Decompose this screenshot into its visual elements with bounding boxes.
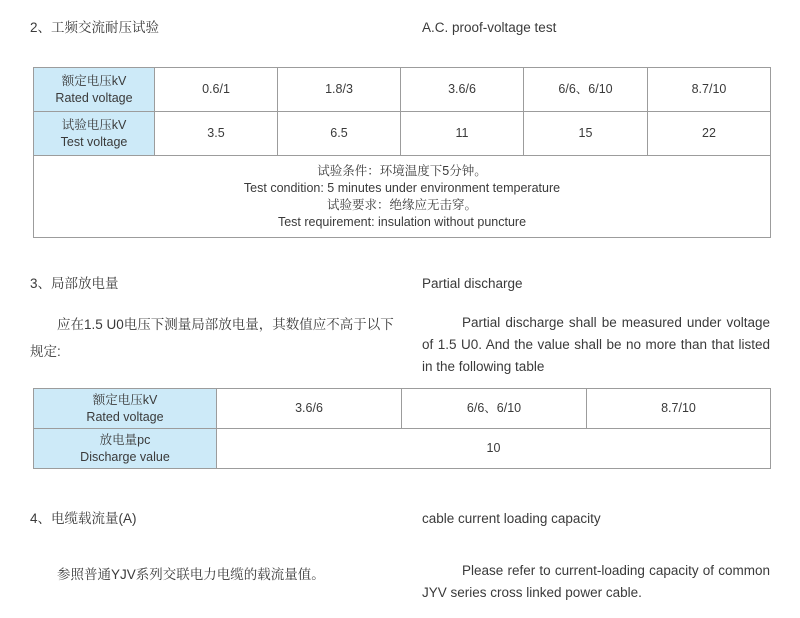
- section2-heading-cn: 2、工频交流耐压试验: [30, 20, 160, 35]
- test-condition-en: Test condition: 5 minutes under environment temperature: [243, 180, 561, 195]
- rated-voltage-row: [34, 68, 771, 112]
- test-voltage-value: 3.5: [155, 112, 278, 156]
- partial-discharge-table: [33, 388, 771, 469]
- rated-voltage-value: 8.7/10: [648, 68, 771, 112]
- rated-voltage-value: 1.8/3: [278, 68, 401, 112]
- test-voltage-label-cell: [34, 112, 155, 156]
- rated-voltage-label-cn: 额定电压kV: [61, 73, 127, 88]
- test-voltage-value: 6.5: [278, 112, 401, 156]
- test-requirement-en: Test requirement: insulation without puncture: [277, 214, 527, 229]
- rated-voltage-label-cell: [34, 68, 155, 112]
- section3-heading-en: Partial discharge: [422, 276, 523, 291]
- test-voltage-value: 11: [401, 112, 524, 156]
- rated-voltage-label-en: Rated voltage: [86, 409, 164, 424]
- ac-proof-voltage-table: [33, 67, 771, 238]
- test-voltage-row: [34, 112, 771, 156]
- discharge-value-label-cell: [34, 429, 217, 469]
- test-condition-cn: 试验条件：环境温度下5分钟。: [317, 163, 487, 178]
- partial-discharge-paragraph-en: Partial discharge shall be measured under voltage of 1.5 U0. And the value shall be no more than that listed in the following table: [422, 315, 770, 374]
- loading-capacity-paragraph-cn: 参照普通YJV系列交联电力电缆的载流量值。: [57, 567, 325, 582]
- section3-heading-cn: 3、局部放电量: [30, 276, 119, 291]
- discharge-value-label-cn: 放电量pc: [99, 432, 151, 447]
- section2-heading-en: A.C. proof-voltage test: [422, 20, 557, 35]
- discharge-value-label-en: Discharge value: [80, 449, 170, 464]
- rated-voltage-label-cn: 额定电压kV: [92, 392, 158, 407]
- rated-voltage-value: 0.6/1: [155, 68, 278, 112]
- test-requirement-cn: 试验要求：绝缘应无击穿。: [326, 197, 477, 212]
- discharge-value-row: [34, 429, 771, 469]
- rated-voltage-label-cell: [34, 389, 217, 429]
- rated-voltage-label-en: Rated voltage: [55, 90, 133, 105]
- discharge-value: 10: [217, 429, 771, 469]
- test-voltage-label-cn: 试验电压kV: [61, 117, 127, 132]
- test-voltage-label-en: Test voltage: [60, 134, 128, 149]
- section4-heading-cn: 4、电缆载流量(A): [30, 511, 137, 526]
- rated-voltage-value: 6/6、6/10: [524, 68, 648, 112]
- test-notes-cell: [34, 156, 771, 238]
- test-notes-row: [34, 156, 771, 238]
- rated-voltage-value: 3.6/6: [217, 389, 402, 429]
- loading-capacity-paragraph-en: Please refer to current-loading capacity of common JYV series cross linked power cable.: [422, 563, 770, 600]
- rated-voltage-value: 6/6、6/10: [402, 389, 587, 429]
- rated-voltage-value: 8.7/10: [587, 389, 771, 429]
- test-voltage-value: 22: [648, 112, 771, 156]
- test-voltage-value: 15: [524, 112, 648, 156]
- rated-voltage-value: 3.6/6: [401, 68, 524, 112]
- section4-heading-en: cable current loading capacity: [422, 511, 601, 526]
- partial-discharge-paragraph-cn: 应在1.5 U0电压下测量局部放电量，其数值应不高于以下规定:: [30, 317, 394, 359]
- rated-voltage-row: [34, 389, 771, 429]
